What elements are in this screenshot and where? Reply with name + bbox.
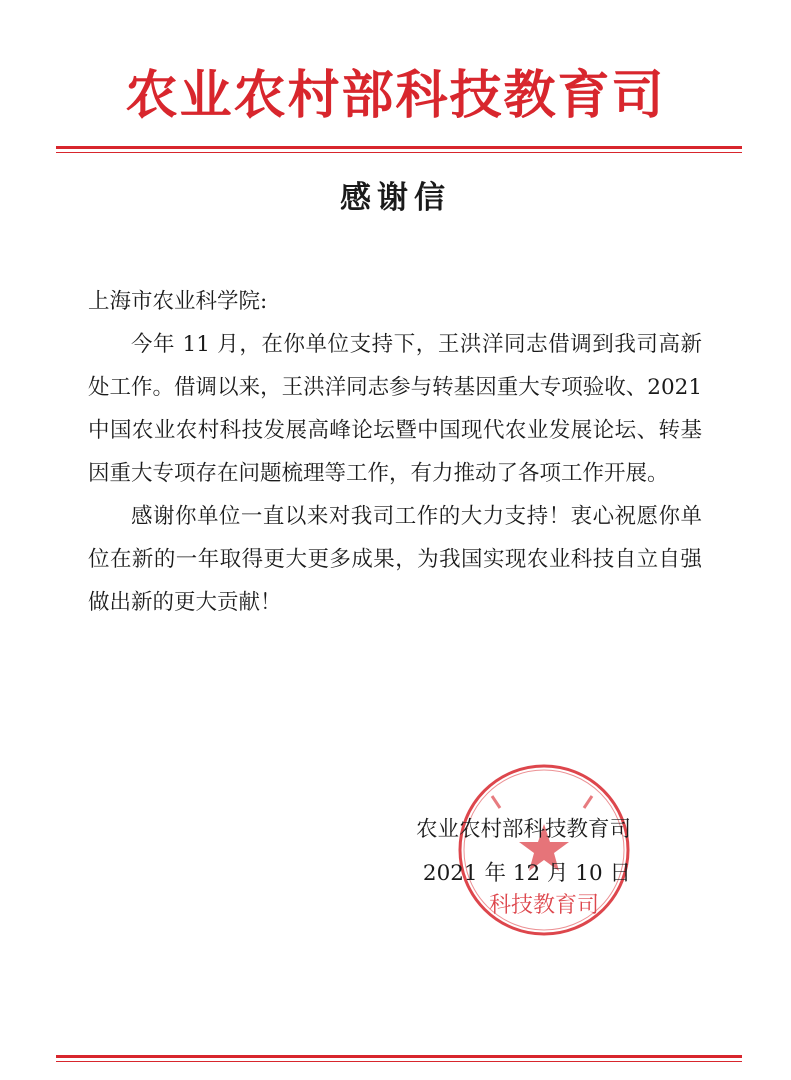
letter-body: [88, 280, 702, 624]
letter-salutation: 上海市农业科学院:: [88, 289, 268, 314]
footer-divider-thin: [56, 1061, 742, 1062]
letterhead-divider-thin: [56, 152, 742, 153]
seal-mark-left: [492, 796, 500, 808]
seal-mark-right: [584, 796, 592, 808]
letter-paragraph-1: 今年 11 月，在你单位支持下，王洪洋同志借调到我司高新处工作。借调以来，王洪洋同志参与转基因重大专项验收、2021 中国农业农村科技发展高峰论坛暨中国现代农业发展论坛、转基因重大专项存在问题梳理等工作，有力推动了各项工作开展。: [88, 332, 702, 486]
letterhead-title: 农业农村部科技教育司: [125, 65, 666, 126]
signature-date: 2021 年 12 月 10 日: [422, 861, 631, 886]
footer-divider-thick: [56, 1055, 742, 1058]
letterhead-divider-thick: [56, 146, 742, 149]
letterhead-divider: [56, 146, 742, 153]
signature-block: [416, 808, 631, 896]
letter-title: 感谢信: [340, 180, 451, 216]
signature-org: 农业农村部科技教育司: [415, 817, 631, 842]
footer-divider: [56, 1055, 742, 1062]
letter-paragraph-2: 感谢你单位一直以来对我司工作的大力支持！衷心祝愿你单位在新的一年取得更大更多成果，为我国实现农业科技自立自强做出新的更大贡献！: [88, 504, 702, 615]
seal-bottom-text: 科技教育司: [488, 893, 600, 918]
